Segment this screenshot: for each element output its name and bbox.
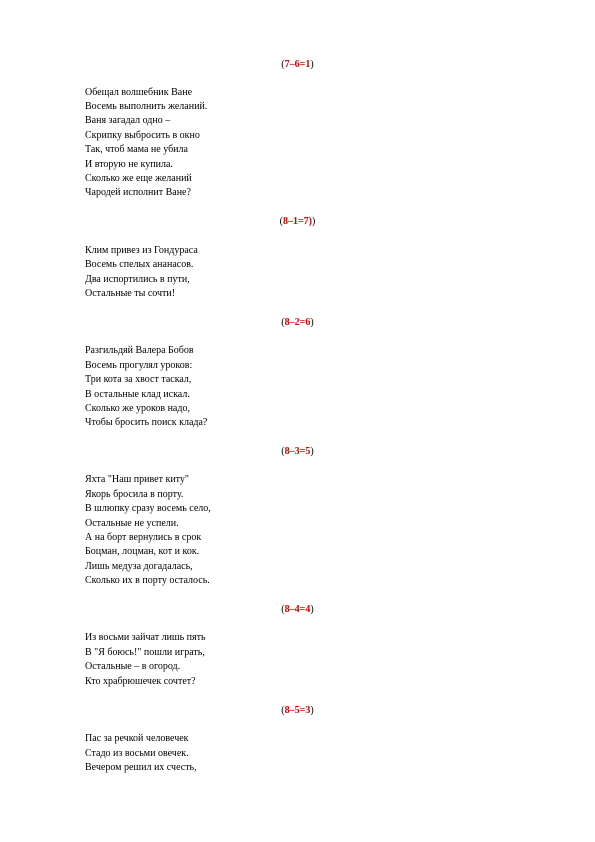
poem-line: В шлюпку сразу восемь село, <box>85 503 211 514</box>
equation: 8–2=6 <box>284 317 311 328</box>
poem-line: Стадо из восьми овечек. <box>85 748 189 759</box>
poem-line: Восемь прогулял уроков: <box>85 360 193 371</box>
poem-line: Остальные – в огород. <box>85 661 181 672</box>
poem-line: Ваня загадал одно – <box>85 115 171 126</box>
poem-line: Два испортились в пути, <box>85 274 190 285</box>
poem-line: В остальные клад искал. <box>85 389 190 400</box>
poem-line: Пас за речкой человечек <box>85 733 189 744</box>
poem-line: Сколько же еще желаний <box>85 173 192 184</box>
section-heading: (8–4=4) <box>281 604 314 615</box>
poem-line: Скрипку выбросить в окно <box>85 130 200 141</box>
poem-line: Три кота за хвост таскал, <box>85 374 192 385</box>
equation: 8–4=4 <box>284 604 311 615</box>
poem-line: Сколько же уроков надо, <box>85 403 190 414</box>
poem-line: Восемь спелых ананасов. <box>85 259 194 270</box>
equation: 8–3=5 <box>284 446 311 457</box>
section-heading: (8–1=7)) <box>279 216 316 227</box>
poem-line: Чародей исполнит Ване? <box>85 187 191 198</box>
section-heading: (8–3=5) <box>281 446 314 457</box>
poem-line: Чтобы бросить поиск клада? <box>85 417 208 428</box>
section-heading: (8–5=3) <box>281 705 314 716</box>
poem-line: Кто храбрюшечек сочтет? <box>85 676 196 687</box>
poem-line: Якорь бросила в порту. <box>85 489 184 500</box>
poem-line: В "Я боюсь!" пошли играть, <box>85 647 205 658</box>
poem-line: Сколько их в порту осталось. <box>85 575 210 586</box>
poem-line: А на борт вернулись в срок <box>85 532 202 543</box>
equation: 8–1=7) <box>282 216 313 227</box>
section-heading: (8–2=6) <box>281 317 314 328</box>
poem-line: Остальные не успели. <box>85 518 179 529</box>
poem-line: Остальные ты сочти! <box>85 288 176 299</box>
poem-line: Вечером решил их счесть, <box>85 762 197 773</box>
poem-line: Так, чтоб мама не убила <box>85 144 188 155</box>
poem-line: И вторую не купила. <box>85 159 173 170</box>
poem-line: Из восьми зайчат лишь пять <box>85 632 206 643</box>
poem-line: Лишь медуза догадалась, <box>85 561 193 572</box>
equation: 8–5=3 <box>284 705 311 716</box>
equation: 7–6=1 <box>284 59 311 70</box>
poem-line: Клим привез из Гондураса <box>85 245 198 256</box>
poem-line: Боцман, лоцман, кот и кок. <box>85 546 200 557</box>
poem-line: Обещал волшебник Ване <box>85 87 193 98</box>
poem-line: Разгильдяй Валера Бобов <box>85 345 194 356</box>
poem-line: Восемь выполнить желаний. <box>85 101 208 112</box>
section-heading: (7–6=1) <box>281 59 314 70</box>
poem-line: Яхта "Наш привет киту" <box>85 474 189 485</box>
